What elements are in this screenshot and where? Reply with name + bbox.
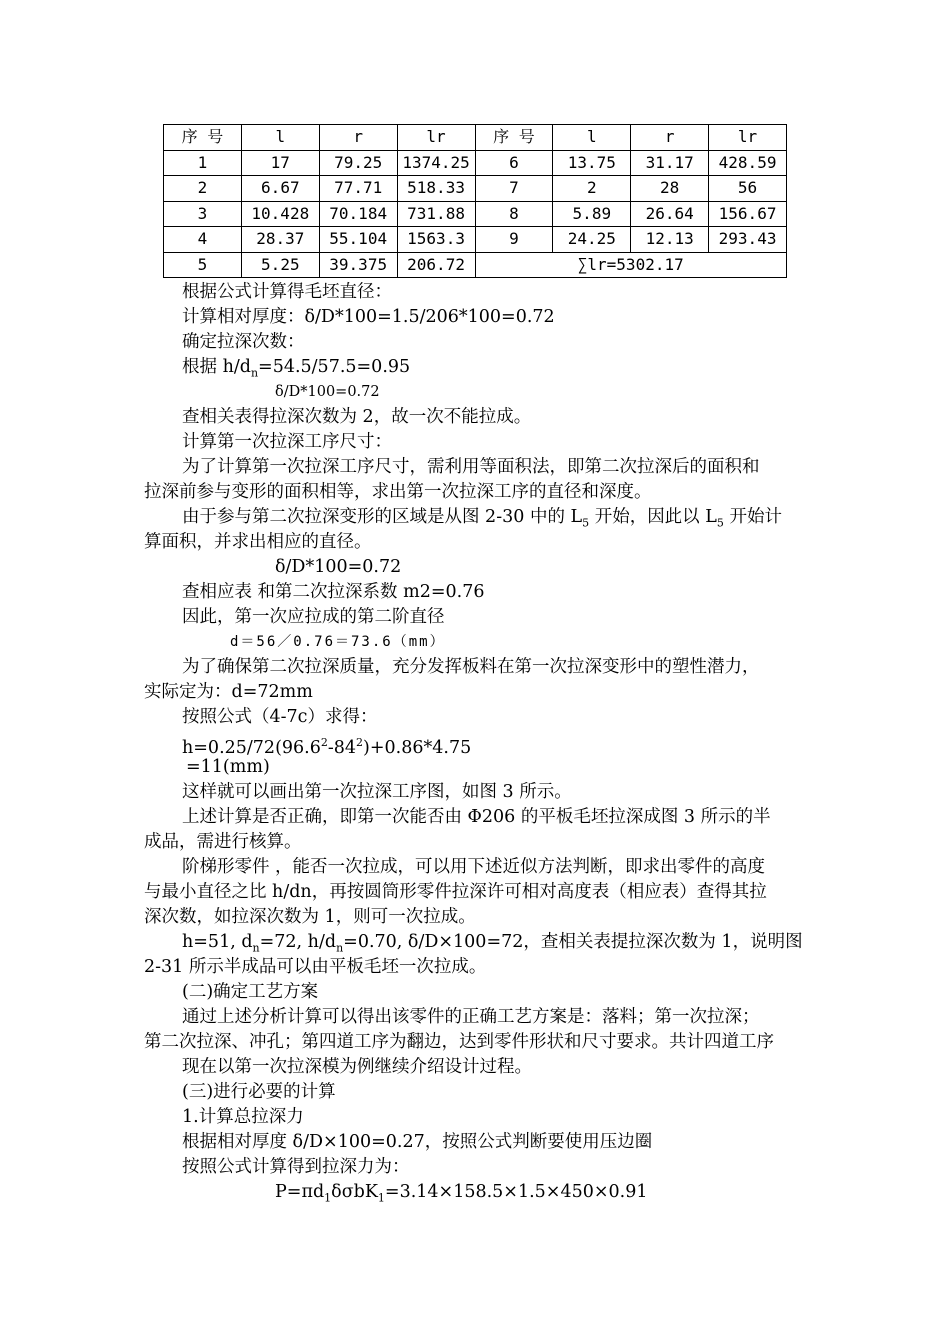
table-row: [164, 201, 787, 227]
text-line: 上述计算是否正确，即第一次能否由 Φ206 的平板毛坯拉深成图 3 所示的半: [182, 807, 771, 827]
table-cell: 4: [164, 227, 242, 253]
text-line: 阶梯形零件 ，能否一次拉成，可以用下述近似方法判断，即求出零件的高度: [182, 857, 766, 877]
subsection-heading: 1.计算总拉深力: [182, 1107, 304, 1127]
table-cell: 77.71: [319, 176, 397, 202]
text-line: 2-31 所示半成品可以由平板毛坯一次拉成。: [144, 957, 487, 977]
table-cell: 56: [709, 176, 787, 202]
table-header: lr: [397, 125, 475, 151]
table-cell: 518.33: [397, 176, 475, 202]
table-cell: 3: [164, 201, 242, 227]
table-cell: 70.184: [319, 201, 397, 227]
table-header-row: [164, 125, 787, 151]
table-cell: 6.67: [241, 176, 319, 202]
table-cell: 428.59: [709, 150, 787, 176]
table-cell: 156.67: [709, 201, 787, 227]
text-line: 计算第一次拉深工序尺寸：: [182, 432, 392, 452]
table-cell: 5: [164, 252, 242, 278]
table-cell: 1563.3: [397, 227, 475, 253]
table-cell: 293.43: [709, 227, 787, 253]
table-cell: 79.25: [319, 150, 397, 176]
table-header: 序 号: [164, 125, 242, 151]
text-line: 由于参与第二次拉深变形的区域是从图 2-30 中的 $L_5$ 开始，因此以 $L_5$ 开始计: [182, 507, 782, 530]
text-line: 确定拉深次数：: [182, 332, 305, 352]
text-line: 成品，需进行核算。: [144, 832, 302, 852]
table-cell: 17: [241, 150, 319, 176]
table-cell: 24.25: [553, 227, 631, 253]
table-sum-cell: ∑lr=5302.17: [475, 252, 787, 278]
table-row: [164, 150, 787, 176]
text-line: 因此，第一次应拉成的第二阶直径: [182, 607, 445, 627]
text-line: 实际定为：d=72mm: [144, 682, 313, 702]
text-line: d＝56／0.76＝73.6（mm）: [230, 634, 446, 650]
text-line: 现在以第一次拉深模为例继续介绍设计过程。: [182, 1057, 532, 1077]
table-cell: 28: [631, 176, 709, 202]
text-line: δ/D*100=0.72: [275, 384, 380, 400]
formula-line: $P=\pi d_1\delta\sigma bK_1=3.14\times 158.5\times 1.5\times 450\times 0.91$: [275, 1182, 648, 1205]
text-line: 第二次拉深、冲孔；第四道工序为翻边，达到零件形状和尺寸要求。共计四道工序: [144, 1032, 774, 1052]
text-line: 根据相对厚度 δ/D×100=0.27，按照公式判断要使用压边圈: [182, 1132, 653, 1152]
text-line: 与最小直径之比 h/dn，再按圆筒形零件拉深许可相对高度表（相应表）查得其拉: [144, 882, 767, 902]
table-cell: 1: [164, 150, 242, 176]
table-cell: 12.13: [631, 227, 709, 253]
table-cell: 1374.25: [397, 150, 475, 176]
table-header: lr: [709, 125, 787, 151]
table-header: r: [631, 125, 709, 151]
table-cell: 28.37: [241, 227, 319, 253]
section-heading: (二)确定工艺方案: [182, 982, 319, 1002]
text-line: 拉深前参与变形的面积相等，求出第一次拉深工序的直径和深度。: [144, 482, 652, 502]
text-line: 通过上述分析计算可以得出该零件的正确工艺方案是：落料；第一次拉深；: [182, 1007, 760, 1027]
table-cell: 10.428: [241, 201, 319, 227]
table-cell: 8: [475, 201, 553, 227]
text-line: 算面积，并求出相应的直径。: [144, 532, 372, 552]
table-cell: 731.88: [397, 201, 475, 227]
table-cell: 55.104: [319, 227, 397, 253]
table-header: r: [319, 125, 397, 151]
text-line: h=51, $d_n=72$, $h/d_n=0.70$, δ/D×100=72，查相关表提拉深次数为 1，说明图: [182, 932, 803, 955]
text-line: 深次数，如拉深次数为 1，则可一次拉成。: [144, 907, 476, 927]
text-line: 这样就可以画出第一次拉深工序图，如图 3 所示。: [182, 782, 572, 802]
text-line: 为了计算第一次拉深工序尺寸，需利用等面积法，即第二次拉深后的面积和: [182, 457, 760, 477]
table-row: [164, 176, 787, 202]
text-line: $h=0.25/72(96.6^2-84^2)+0.86*4.75$: [182, 736, 472, 758]
text-line: 计算相对厚度：δ/D*100=1.5/206*100=0.72: [182, 307, 555, 327]
table-cell: 2: [553, 176, 631, 202]
section-heading: (三)进行必要的计算: [182, 1082, 336, 1102]
table-cell: 31.17: [631, 150, 709, 176]
text-line: δ/D*100=0.72: [275, 557, 402, 577]
table-header: l: [553, 125, 631, 151]
table-cell: 26.64: [631, 201, 709, 227]
text-line: 按照公式计算得到拉深力为：: [182, 1157, 410, 1177]
text-line: 根据公式计算得毛坯直径：: [182, 282, 392, 302]
table-header: 序 号: [475, 125, 553, 151]
table-cell: 7: [475, 176, 553, 202]
table-row: [164, 252, 787, 278]
text-line: 查相应表 和第二次拉深系数 m2=0.76: [182, 582, 485, 602]
table-cell: 6: [475, 150, 553, 176]
table-cell: 5.25: [241, 252, 319, 278]
table-cell: 13.75: [553, 150, 631, 176]
text-line: 为了确保第二次拉深质量，充分发挥板料在第一次拉深变形中的塑性潜力，: [182, 657, 760, 677]
table-header: l: [241, 125, 319, 151]
table-cell: 9: [475, 227, 553, 253]
text-line: 查相关表得拉深次数为 2，故一次不能拉成。: [182, 407, 532, 427]
table-cell: 5.89: [553, 201, 631, 227]
text-line: 按照公式（4-7c）求得：: [182, 707, 378, 727]
table-cell: 2: [164, 176, 242, 202]
data-table: [163, 124, 787, 278]
table-cell: 39.375: [319, 252, 397, 278]
table-cell: 206.72: [397, 252, 475, 278]
text-line: 根据 $h/d_n=54.5/57.5=0.95$: [182, 357, 411, 380]
text-line: =11(mm): [186, 757, 270, 777]
table-row: [164, 227, 787, 253]
